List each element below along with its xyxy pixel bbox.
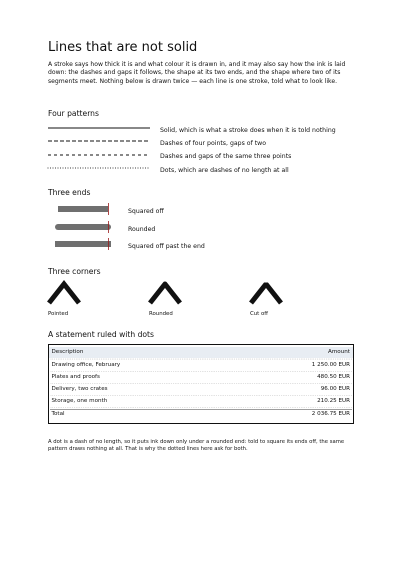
statement-heading: A statement ruled with dots	[48, 330, 154, 339]
page-title: Lines that are not solid	[48, 40, 198, 55]
statement-table	[48, 344, 354, 424]
corner-label-rounded: Rounded	[149, 311, 173, 317]
row-amount: 210.25 EUR	[317, 398, 350, 404]
end-label-squared-past: Squared off past the end	[128, 243, 205, 250]
footnote: A dot is a dash of no length, so it puts ink down only under a rounded end: told to square its ends off, the same pattern draws nothing at all. That is why the dotted lines here ask for both.	[48, 439, 345, 453]
corner-stroke	[150, 284, 180, 303]
end-label-rounded: Rounded	[128, 226, 156, 233]
pattern-label-dash-3-3: Dashes and gaps of the same three points	[160, 153, 292, 160]
corner-stroke	[49, 284, 79, 303]
pattern-label-dash-4-2: Dashes of four points, gaps of two	[160, 140, 267, 147]
intro-paragraph: A stroke says how thick it is and what colour it is drawn in, and it may also say how the ink is laid down: the dashes and gaps it follows, the shape at its two ends, and the shape where two of its segments meet. Nothing below is drawn twice — each line is one stroke, told what to look like.	[48, 61, 346, 85]
table-dotted-rules	[49, 345, 355, 425]
ends-heading: Three ends	[48, 188, 91, 197]
pattern-label-solid: Solid, which is what a stroke does when it is told nothing	[160, 127, 336, 134]
row-description: Delivery, two crates	[51, 386, 108, 392]
corner-label-pointed: Pointed	[48, 311, 69, 317]
row-amount: 1 250.00 EUR	[311, 362, 350, 368]
total-amount: 2 036.75 EUR	[311, 411, 350, 417]
patterns-heading: Four patterns	[48, 109, 99, 118]
corner-label-cut-off: Cut off	[250, 311, 269, 317]
row-amount: 480.50 EUR	[317, 374, 350, 380]
row-amount: 96.00 EUR	[320, 386, 350, 392]
corners-heading: Three corners	[48, 267, 101, 276]
corner-stroke	[251, 284, 281, 303]
row-description: Drawing office, February	[51, 362, 121, 368]
row-description: Storage, one month	[51, 398, 108, 404]
end-label-squared: Squared off	[128, 208, 164, 215]
column-header-amount: Amount	[328, 349, 350, 355]
pattern-label-dots: Dots, which are dashes of no length at all	[160, 167, 289, 174]
column-header-description: Description	[51, 349, 84, 355]
total-label: Total	[51, 411, 65, 417]
row-description: Plates and proofs	[51, 374, 100, 380]
